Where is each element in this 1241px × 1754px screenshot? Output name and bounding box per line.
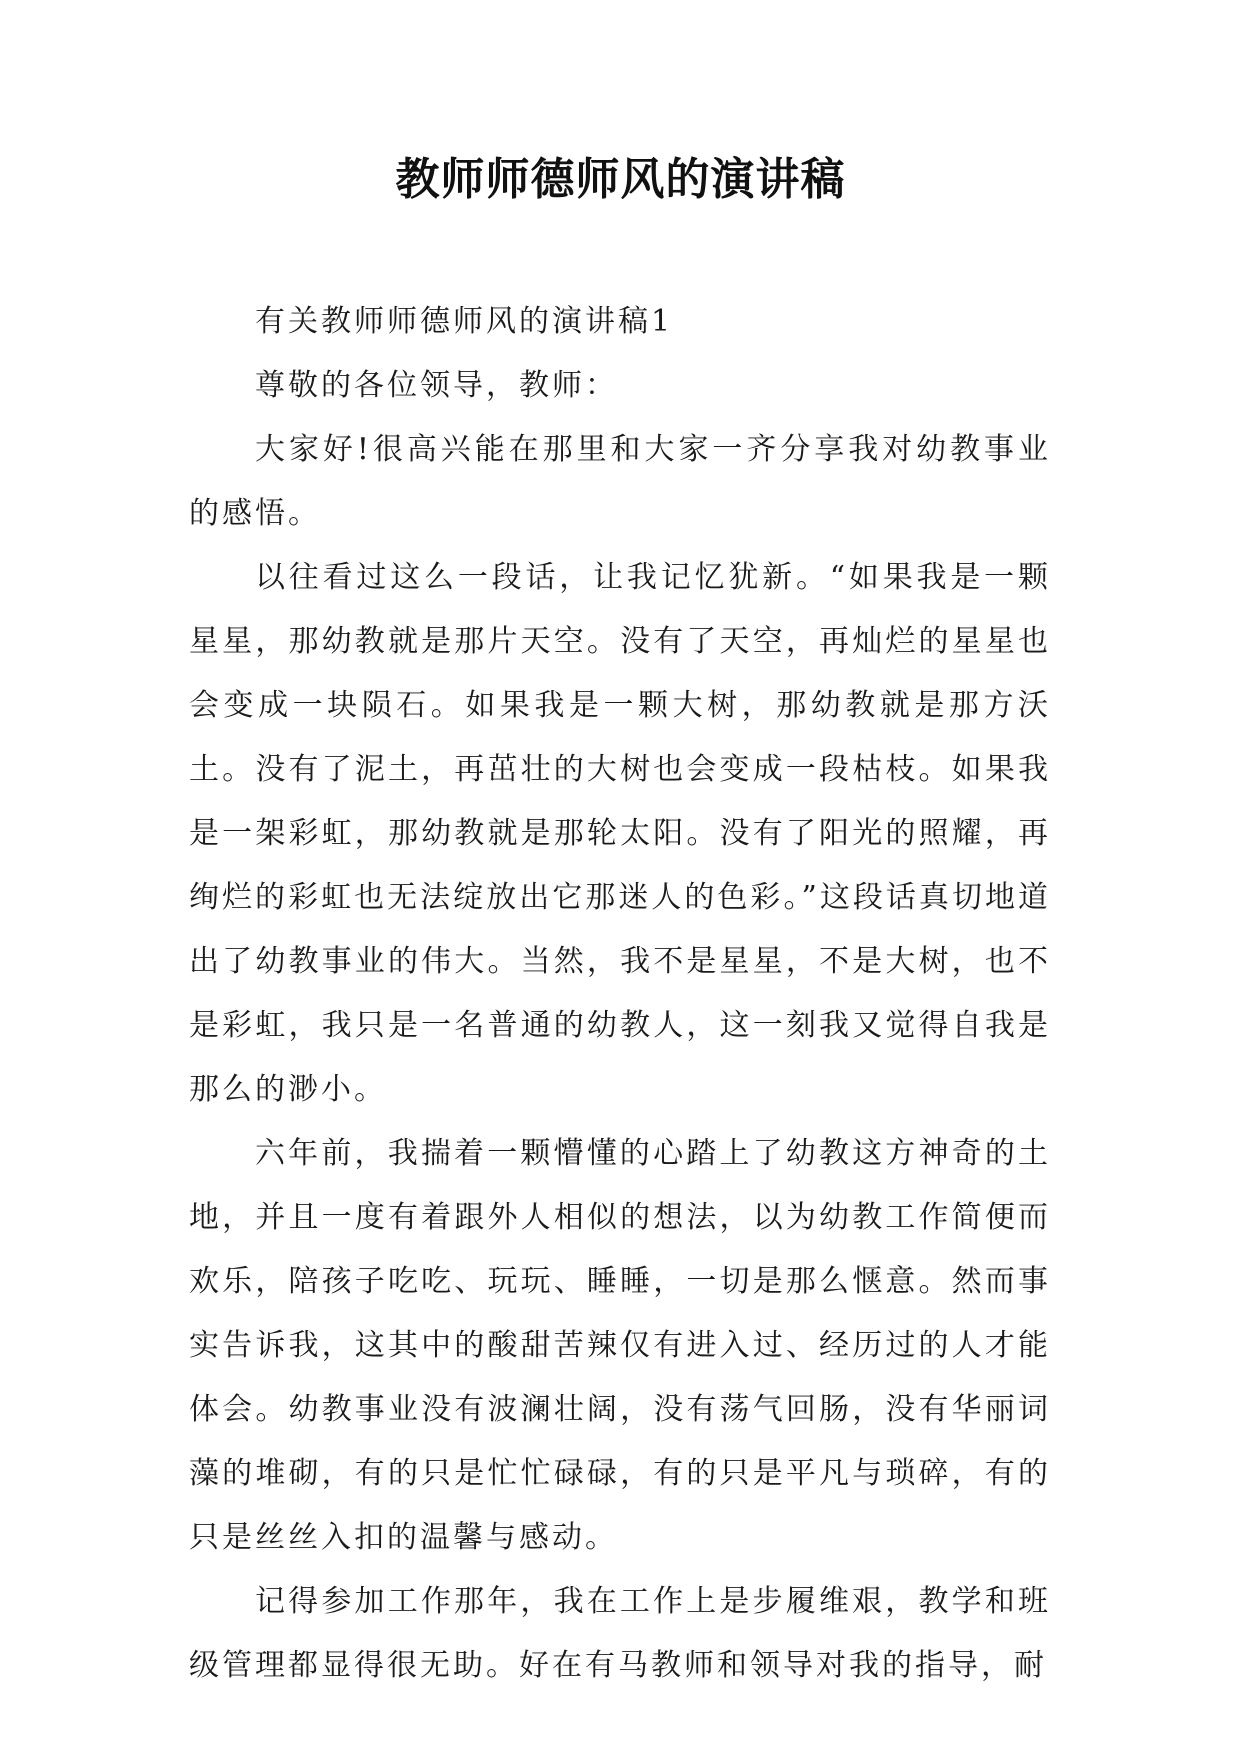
paragraph: 大家好!很高兴能在那里和大家一齐分享我对幼教事业的感悟。 — [189, 432, 1051, 531]
document-body — [189, 290, 1051, 1698]
paragraph: 以往看过这么一段话，让我记忆犹新。“如果我是一颗星星，那幼教就是那片天空。没有了天空，再灿烂的星星也会变成一块陨石。如果我是一颗大树，那幼教就是那方沃土。没有了泥土，再茁壮的大树也会变成一段枯枝。如果我是一架彩虹，那幼教就是那轮太阳。没有了阳光的照耀，再绚烂的彩虹也无法绽放出它那迷人的色彩。”这段话真切地道出了幼教事业的伟大。当然，我不是星星，不是大树，也不是彩虹，我只是一名普通的幼教人，这一刻我又觉得自我是那么的渺小。 — [189, 560, 1051, 1107]
paragraph-heading: 有关教师师德师风的演讲稿1 — [255, 304, 674, 339]
paragraph-salutation: 尊敬的各位领导，教师： — [255, 368, 618, 403]
document-title: 教师师德师风的演讲稿 — [395, 154, 846, 205]
paragraph: 六年前，我揣着一颗懵懂的心踏上了幼教这方神奇的土地，并且一度有着跟外人相似的想法，以为幼教工作简便而欢乐，陪孩子吃吃、玩玩、睡睡，一切是那么惬意。然而事实告诉我，这其中的酸甜苦辣仅有进入过、经历过的人才能体会。幼教事业没有波澜壮阔，没有荡气回肠，没有华丽词藻的堆砌，有的只是忙忙碌碌，有的只是平凡与琐碎，有的只是丝丝入扣的温馨与感动。 — [189, 1136, 1051, 1555]
paragraph: 记得参加工作那年，我在工作上是步履维艰，教学和班级管理都显得很无助。好在有马教师和领导对我的指导，耐 — [189, 1584, 1051, 1683]
